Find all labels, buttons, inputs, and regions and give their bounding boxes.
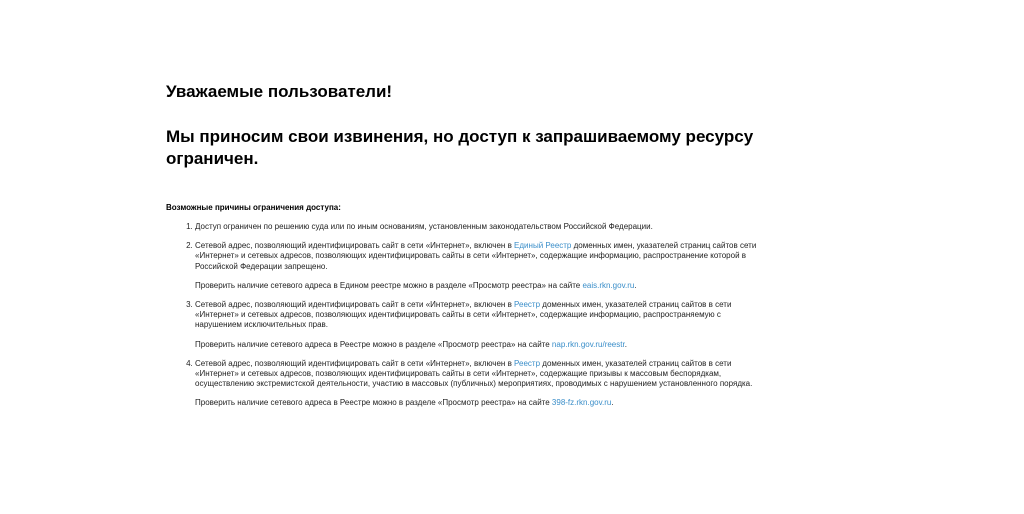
- registry-link[interactable]: Реестр: [514, 358, 541, 368]
- reason-text: [195, 359, 766, 390]
- check-text-after: .: [624, 339, 627, 349]
- reason-text-after: доменных имен, указателей страниц сайтов в сети «Интернет» и сетевых адресов, позволяющих идентифицировать сайты в сети «Интернет», содержащие призывы к массовым беспорядкам, осуществлению экстремистской деятельности, участию в массовых (публичных) мероприятиях, проводимых с нарушением установленного порядка.: [195, 358, 753, 389]
- check-text-after: .: [611, 398, 614, 408]
- check-text-before: Проверить наличие сетевого адреса в Реестре можно в разделе «Просмотр реестра» на сайте: [195, 339, 552, 349]
- reason-text-before: Сетевой адрес, позволяющий идентифицировать сайт в сети «Интернет», включен в: [195, 358, 515, 368]
- check-text-before: Проверить наличие сетевого адреса в Реестре можно в разделе «Просмотр реестра» на сайте: [195, 398, 552, 408]
- reasons-list: [166, 222, 766, 409]
- registry-check-text: [195, 398, 766, 408]
- reason-text-before: Сетевой адрес, позволяющий идентифицировать сайт в сети «Интернет», включен в: [195, 241, 515, 251]
- reason-text-before: Сетевой адрес, позволяющий идентифицировать сайт в сети «Интернет», включен в: [195, 300, 515, 310]
- reason-text: 1. Доступ ограничен по решению суда или по иным основаниям, установленным законодательством Российской Федерации.: [195, 222, 653, 231]
- eais-site-link[interactable]: eais.rkn.gov.ru: [582, 280, 635, 290]
- reasons-title: Возможные причины ограничения доступа:: [166, 203, 341, 212]
- check-text-before: Проверить наличие сетевого адреса в Едином реестре можно в разделе «Просмотр реестра» на сайте: [195, 280, 583, 290]
- reason-text: [195, 241, 766, 272]
- reason-text-after: доменных имен, указателей страниц сайтов в сети «Интернет» и сетевых адресов, позволяющих идентифицировать сайты в сети «Интернет», содержащие информацию, распространяемую с нарушением исключительных прав.: [195, 300, 732, 330]
- registry-check-text: [195, 281, 766, 291]
- reason-item-3: [195, 300, 766, 350]
- notice-container: [166, 82, 766, 418]
- registry-link[interactable]: Реестр: [514, 300, 541, 310]
- reason-item-1: [195, 222, 766, 232]
- reason-text-after: доменных имен, указателей страниц сайтов сети «Интернет» и сетевых адресов, позволяющих идентифицировать сайты в сети «Интернет», содержащие информацию, распространение которой в Российской Федерации запрещено.: [195, 241, 757, 271]
- check-text-after: .: [634, 280, 637, 290]
- reason-text: [195, 300, 766, 331]
- registry-check-text: [195, 340, 766, 350]
- reason-item-2: [195, 241, 766, 291]
- 398fz-site-link[interactable]: 398-fz.rkn.gov.ru: [551, 398, 612, 408]
- nap-site-link[interactable]: nap.rkn.gov.ru/reestr: [551, 339, 625, 349]
- greeting-heading: Уважаемые пользователи!: [166, 82, 393, 101]
- access-restricted-heading: Мы приносим свои извинения, но доступ к запрашиваемому ресурсу ограничен.: [166, 127, 754, 168]
- unified-registry-link[interactable]: Единый Реестр: [514, 241, 572, 251]
- reason-item-4: [195, 359, 766, 409]
